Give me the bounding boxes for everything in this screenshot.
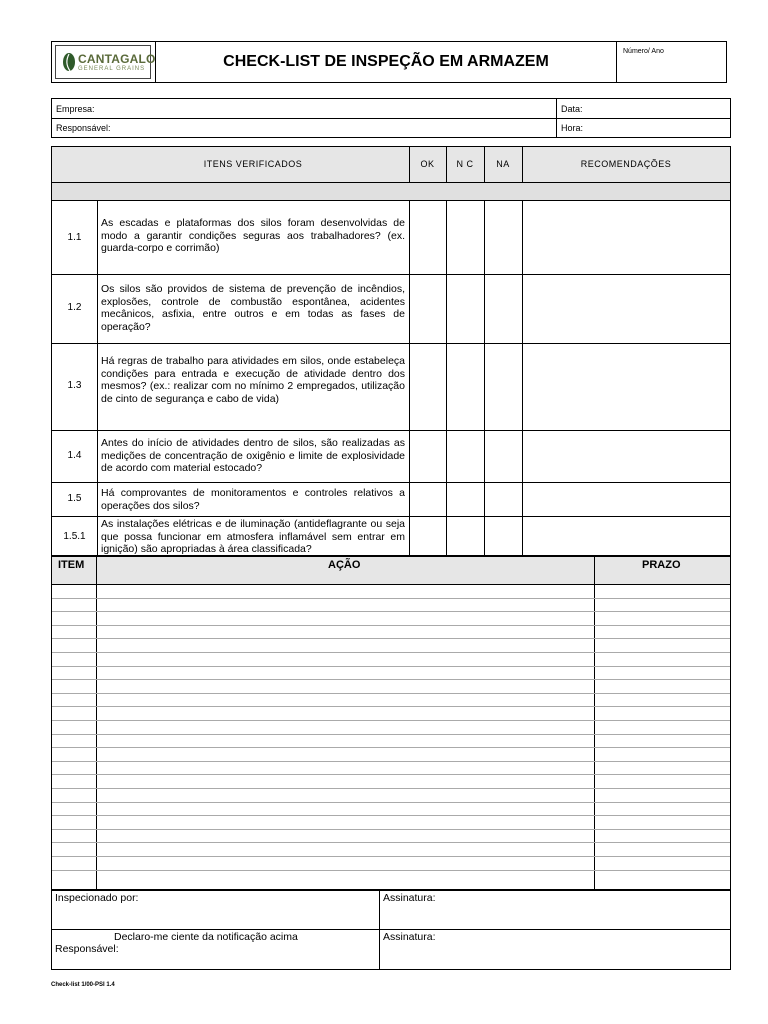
header-action: AÇÃO [328, 559, 361, 571]
company-logo [55, 45, 156, 79]
action-line [52, 720, 730, 721]
action-table [51, 556, 731, 890]
nc-cell[interactable] [447, 201, 484, 274]
responsavel-label: Responsável: [56, 123, 111, 133]
empresa-label: Empresa: [56, 104, 95, 114]
logo-subtitle: GENERAL GRAINS [78, 66, 146, 72]
header-items: ITENS VERIFICADOS [203, 159, 303, 169]
inspected-by-label: Inspecionado por: [55, 892, 139, 904]
col-line [446, 147, 447, 182]
item-text: As escadas e plataformas dos silos foram desenvolvidas de modo a garantir condições seguras aos trabalhadores? (ex. guarda-corpo e corrimão) [101, 217, 405, 254]
item-text: Antes do início de atividades dentro de silos, são realizadas as medições de concentração de oxigênio e limite de explosividade de acordo com material estocado? [101, 437, 405, 474]
row-line [52, 430, 730, 431]
action-line [52, 815, 730, 816]
divider [556, 118, 557, 137]
item-number: 1.5.1 [63, 531, 86, 542]
header-nc: N C [456, 159, 474, 169]
company-info-block [51, 98, 731, 138]
action-line [52, 856, 730, 857]
item-text: Há comprovantes de monitoramentos e controles relativos a operações dos silos? [101, 487, 405, 512]
row-line [52, 516, 730, 517]
company-row [52, 99, 730, 119]
responsible-label: Responsável: [55, 943, 119, 955]
action-line [52, 870, 730, 871]
responsible-row [52, 118, 730, 137]
footer-code: Check-list 1/00-PSI 1.4 [51, 982, 115, 988]
action-line [52, 747, 730, 748]
data-label: Data: [561, 104, 583, 114]
header-item: ITEM [58, 559, 85, 571]
action-line [52, 693, 730, 694]
col-line [522, 147, 523, 182]
recommendation-cell[interactable] [523, 201, 730, 274]
row-line [52, 274, 730, 275]
leaf-icon [61, 52, 77, 72]
row-line [52, 482, 730, 483]
action-line [52, 584, 730, 585]
title-cell [156, 42, 617, 82]
header-na: NA [496, 159, 510, 169]
action-line [52, 611, 730, 612]
col-line [594, 557, 595, 889]
header-ok: OK [420, 159, 435, 169]
ok-cell[interactable] [410, 201, 446, 274]
logo-name: CANTAGALO [78, 52, 156, 66]
signature-label: Assinatura: [383, 931, 436, 943]
action-line [52, 666, 730, 667]
checklist-table [51, 146, 731, 556]
col-line [96, 557, 97, 889]
declaration-text: Declaro-me ciente da notificação acima [114, 931, 298, 943]
header-recommendations: RECOMENDAÇÕES [580, 159, 672, 169]
divider [556, 99, 557, 118]
item-number: 1.3 [67, 380, 82, 391]
action-line [52, 842, 730, 843]
row-line [52, 182, 730, 183]
item-number: 1.1 [67, 232, 82, 243]
col-line [409, 147, 410, 182]
page-title: CHECK-LIST DE INSPEÇÃO EM ARMAZEM [223, 53, 549, 70]
item-text: Os silos são providos de sistema de prevenção de incêndios, explosões, controle de combustão espontânea, acidentes mecânicos, asfixia, entre outros e em todas as fases de operação? [101, 283, 405, 333]
action-line [52, 761, 730, 762]
col-line [379, 891, 380, 969]
number-cell[interactable] [617, 42, 727, 82]
item-text: As instalações elétricas e de iluminação (antideflagrante ou seja que possa funcionar em atmosfera inflamável sem entrar em ignição) são apropriadas à área classificada? [101, 518, 405, 555]
col-line [484, 147, 485, 182]
action-line [52, 706, 730, 707]
signature-block [51, 890, 731, 970]
col-line [97, 200, 98, 555]
item-number: 1.5 [67, 493, 82, 504]
hora-label: Hora: [561, 123, 584, 133]
section-gray-row [52, 183, 730, 200]
action-line [52, 598, 730, 599]
item-text: Há regras de trabalho para atividades em silos, onde estabeleça condições para entrada e execução de atividade dentro dos mesmos? (ex.: realizar com no mínimo 2 empregados, utilização de cinto de segurança e cabo de vida) [101, 355, 405, 405]
action-line [52, 802, 730, 803]
logo-cell [52, 42, 156, 82]
document-header [51, 41, 727, 83]
action-line [52, 625, 730, 626]
number-label: Número/ Ano [623, 48, 664, 55]
action-header-row [52, 557, 730, 584]
action-line [52, 829, 730, 830]
action-line [52, 638, 730, 639]
item-number: 1.4 [67, 450, 82, 461]
item-number: 1.2 [67, 302, 82, 313]
action-line [52, 734, 730, 735]
header-deadline: PRAZO [642, 559, 681, 571]
row-line [52, 343, 730, 344]
signature-label: Assinatura: [383, 892, 436, 904]
action-line [52, 652, 730, 653]
row-line [52, 929, 730, 930]
action-line [52, 679, 730, 680]
na-cell[interactable] [485, 201, 522, 274]
action-line [52, 774, 730, 775]
action-line [52, 788, 730, 789]
